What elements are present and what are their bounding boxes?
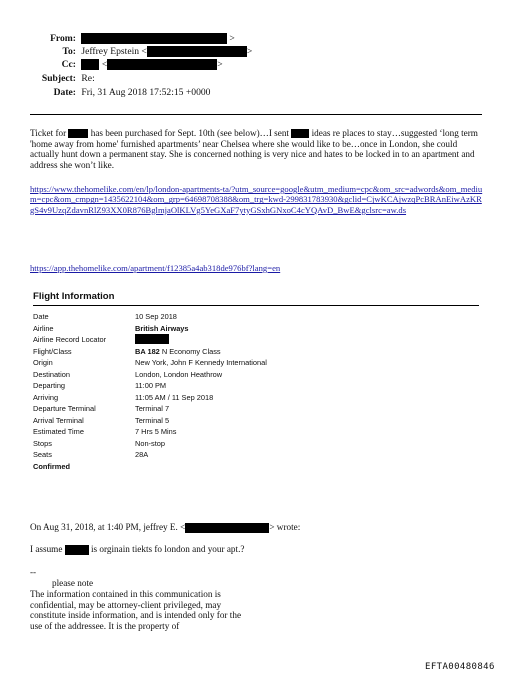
quoted-intro: On Aug 31, 2018, at 1:40 PM, jeffrey E. < > wrote: xyxy=(30,522,301,532)
flight-info-title: Flight Information xyxy=(33,291,115,302)
quoted-line: I assume is orginain tiekts fo london and your apt.? xyxy=(30,544,245,554)
to-row: To: Jeffrey Epstein < > xyxy=(0,45,252,58)
note-title: please note xyxy=(52,578,94,588)
date-row xyxy=(0,86,210,99)
flight-row-seats: Seats 28A xyxy=(33,450,149,459)
redaction-to xyxy=(147,46,247,57)
flight-row-record-locator: Airline Record Locator xyxy=(33,335,473,346)
cc-row: Cc: < > xyxy=(0,58,223,71)
redaction-body-1 xyxy=(68,129,88,138)
flight-row-destination: Destination London, London Heathrow xyxy=(33,369,223,379)
flight-row-departure-terminal: Departure Terminal Terminal 7 xyxy=(33,404,170,413)
document-id: EFTA00480846 xyxy=(425,662,495,672)
homelike-link-1[interactable]: https://www.thehomelike.com/en/lp/london-apartments-ta/?utm_source=google&utm_medium=cpc&om_src=adwords&om_medium=cpc&om_cmpgn=1435622104&om_grp=64698708388&om_trg=kwd-299831783930&gclid=CjwKCAjwzqPcBRAnEiwAzKRgS4v9UzqZdavnRlZ93XX0R876BglmjaOlKLVg5YeGXaF7ytyGSxhGNxoC4cYQAvD_BwE&gclsrc=aw.ds xyxy=(30,184,483,215)
redaction-cc-1 xyxy=(81,59,99,70)
flight-row-airline: Airline British Airways xyxy=(33,323,189,333)
redaction-record-locator xyxy=(135,334,169,344)
homelike-link-2[interactable]: https://app.thehomelike.com/apartment/f12385a4ab318de976bf?lang=en xyxy=(30,263,281,273)
redaction-body-2 xyxy=(291,129,309,138)
subject-label: Subject: xyxy=(41,73,76,84)
signature-dashes: -- xyxy=(30,567,37,577)
flight-row-date: Date 10 Sep 2018 xyxy=(33,312,177,321)
redaction-from xyxy=(81,33,227,44)
message-seg-1: Ticket for xyxy=(30,128,69,138)
flight-row-arrival-terminal: Arrival Terminal Terminal 5 xyxy=(33,415,170,425)
from-row: From: > xyxy=(0,32,235,45)
flight-row-estimated-time: Estimated Time 7 Hrs 5 Mins xyxy=(33,427,177,436)
redaction-quoted-name xyxy=(65,545,89,555)
redaction-cc-2 xyxy=(107,59,217,70)
flight-confirmed: Confirmed xyxy=(33,462,70,471)
header-divider xyxy=(30,114,482,115)
subject-value: Re: xyxy=(81,73,95,84)
flight-row-departing: Departing 11:00 PM xyxy=(33,381,167,390)
flight-divider xyxy=(33,305,479,306)
cc-label: Cc: xyxy=(61,59,76,70)
date-label: Date: xyxy=(53,87,76,98)
note-body: The information contained in this communication is confidential, may be attorney-client privileged, may constitute inside information, and is intended only for the use of the addressee. It is the property of xyxy=(30,589,242,631)
to-label: To: xyxy=(62,46,76,57)
flight-row-stops: Stops Non-stop xyxy=(33,438,165,448)
flight-row-arriving: Arriving 11:05 AM / 11 Sep 2018 xyxy=(33,392,214,402)
flight-row-class: Flight/Class BA 182 N Economy Class xyxy=(33,346,221,356)
date-value: Fri, 31 Aug 2018 17:52:15 +0000 xyxy=(81,87,211,98)
redaction-quoted-email xyxy=(185,523,269,533)
to-name: Jeffrey Epstein < xyxy=(81,46,147,57)
from-label: From: xyxy=(50,33,76,44)
message-seg-2: has been purchased for Sept. 10th (see below)…I sent xyxy=(88,128,292,138)
flight-row-origin: Origin New York, John F Kennedy International xyxy=(33,358,267,367)
subject-row xyxy=(0,72,95,85)
flight-info xyxy=(0,288,512,478)
message-paragraph xyxy=(30,128,484,170)
message-seg-3: ideas re places to stay…suggested ‘long term 'home away from home' furnished apartments’ near Chelsea where she would like to be…once in London, she could actually hunt down a permanent stay. She is concerned nothing is very nice and hates to be locked in to an apartment and address she won’t like. xyxy=(30,128,478,170)
flight-number: BA 182 xyxy=(135,346,160,356)
